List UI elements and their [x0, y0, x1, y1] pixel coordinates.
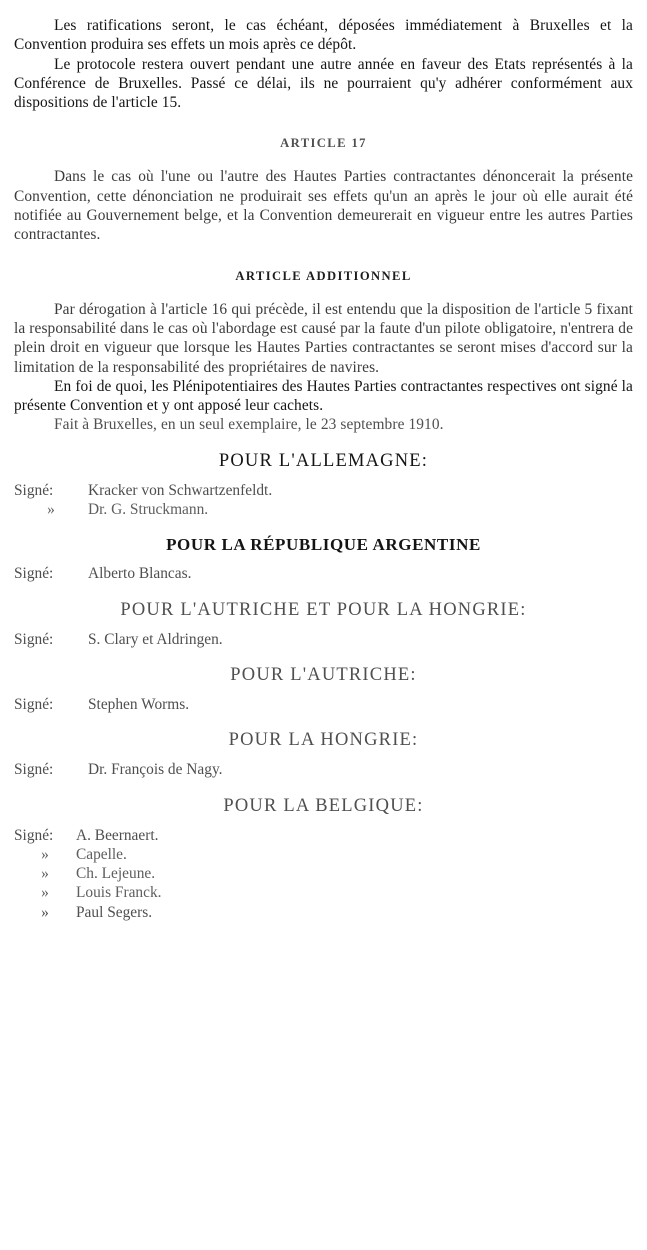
signature-entry	[14, 630, 633, 649]
spacer	[0, 686, 647, 695]
signature-list-autriche	[0, 695, 647, 714]
signature-heading-hongrie-wrap	[0, 730, 647, 751]
spacer-before-article-17	[0, 112, 647, 136]
signature-name: Paul Segers.	[76, 903, 153, 921]
signature-lead: Signé:	[14, 630, 54, 648]
signature-entry	[14, 883, 633, 902]
signature-lead: Signé:	[14, 826, 54, 844]
signature-heading-allemagne: POUR L'ALLEMAGNE:	[218, 450, 429, 471]
signature-heading-autriche: POUR L'AUTRICHE:	[230, 664, 417, 685]
spacer-before-additional	[0, 245, 647, 269]
signature-entry	[14, 564, 633, 583]
spacer	[0, 817, 647, 826]
paragraph-ratifications: Les ratifications seront, le cas échéant, déposées immédiatement à Bruxelles et la Convention produira ses effets un mois après ce dépôt.	[14, 17, 633, 54]
signature-name: Stephen Worms.	[88, 695, 190, 713]
spacer	[0, 751, 647, 760]
signature-entry	[14, 826, 633, 845]
signature-heading-hongrie: POUR LA HONGRIE:	[228, 730, 419, 751]
spacer-after-additional-heading	[0, 284, 647, 300]
signature-lead: Signé:	[14, 481, 54, 499]
signature-list-allemagne	[0, 481, 647, 520]
spacer	[0, 584, 647, 600]
signature-entry	[14, 500, 633, 519]
spacer	[0, 649, 647, 665]
article-17-heading: ARTICLE 17	[280, 136, 367, 151]
signature-heading-belgique-wrap	[0, 796, 647, 817]
spacer	[0, 621, 647, 630]
spacer	[0, 519, 647, 535]
signature-list-autriche-hongrie	[0, 630, 647, 649]
article-17-heading-wrap	[0, 136, 647, 151]
signature-heading-argentine-wrap	[0, 535, 647, 555]
spacer	[0, 780, 647, 796]
paragraph-closing: En foi de quoi, les Plénipotentiaires des Hautes Parties contractantes respectives ont signé la présente Convention et y ont apposé leur cachets.	[14, 377, 633, 415]
signature-heading-autriche-hongrie-wrap	[0, 600, 647, 621]
ditto-mark: »	[41, 865, 49, 883]
top-margin	[0, 0, 647, 16]
signature-name: Louis Franck.	[76, 884, 162, 902]
ditto-mark: »	[47, 501, 55, 519]
signature-name: S. Clary et Aldringen.	[88, 630, 223, 648]
signature-name: Ch. Lejeune.	[76, 865, 156, 883]
signature-entry	[14, 481, 633, 500]
signature-entry	[14, 845, 633, 864]
signature-heading-belgique: POUR LA BELGIQUE:	[223, 795, 424, 816]
spacer-before-signatures	[0, 435, 647, 451]
spacer	[0, 714, 647, 730]
spacer	[0, 472, 647, 481]
signature-name: Alberto Blancas.	[88, 565, 192, 583]
signature-entry	[14, 760, 633, 779]
spacer-after-article-17-heading	[0, 151, 647, 167]
article-17-text: Dans le cas où l'une ou l'autre des Hautes Parties contractantes dénoncerait la présente Convention, cette dénonciation ne produirait ses effets qu'un an après le jour où elle aurait été notifiée au Gouvernement belge, et la Convention demeurerait en vigueur entre les autres Parties contractantes.	[14, 168, 633, 244]
article-additional-heading-wrap	[0, 269, 647, 284]
ditto-mark: »	[41, 845, 49, 863]
signature-list-hongrie	[0, 760, 647, 779]
ditto-mark: »	[41, 903, 49, 921]
signature-lead: Signé:	[14, 565, 54, 583]
signature-lead: Signé:	[14, 695, 54, 713]
signature-list-argentine	[0, 564, 647, 583]
signature-entry	[14, 695, 633, 714]
article-additional-heading: ARTICLE ADDITIONNEL	[235, 268, 412, 283]
signature-name: Dr. François de Nagy.	[88, 761, 223, 779]
paragraph-protocole: Le protocole restera ouvert pendant une autre année en faveur des Etats représentés à la Conférence de Bruxelles. Passé ce délai, ils ne pourraient qu'y adhérer conformément aux dispositions de l'article 15.	[14, 55, 633, 112]
signature-heading-autriche-hongrie: POUR L'AUTRICHE ET POUR LA HONGRIE:	[120, 599, 527, 620]
signature-name: Capelle.	[76, 845, 127, 863]
signature-name: Kracker von Schwartzenfeldt.	[88, 481, 273, 499]
spacer	[0, 555, 647, 564]
article-additional-text: Par dérogation à l'article 16 qui précède, il est entendu que la disposition de l'article 5 fixant la responsabilité dans le cas où l'abordage est causé par la faute d'un pilote obligatoire, n'entrera de plein droit en vigueur que lorsque les Hautes Parties contractantes se seront mises d'accord sur la limitation de la responsabilité des propriétaires de navires.	[14, 300, 633, 376]
signature-name: A. Beernaert.	[76, 826, 159, 844]
signature-heading-allemagne-wrap	[0, 451, 647, 472]
signature-heading-autriche-wrap	[0, 665, 647, 686]
signature-entry	[14, 903, 633, 922]
signature-entry	[14, 864, 633, 883]
signature-list-belgique	[0, 826, 647, 922]
ditto-mark: »	[41, 884, 49, 902]
signature-lead: Signé:	[14, 761, 54, 779]
signature-name: Dr. G. Struckmann.	[88, 501, 209, 519]
paragraph-place-date: Fait à Bruxelles, en un seul exemplaire, le 23 septembre 1910.	[54, 416, 444, 434]
signature-heading-argentine: POUR LA RÉPUBLIQUE ARGENTINE	[166, 535, 481, 555]
